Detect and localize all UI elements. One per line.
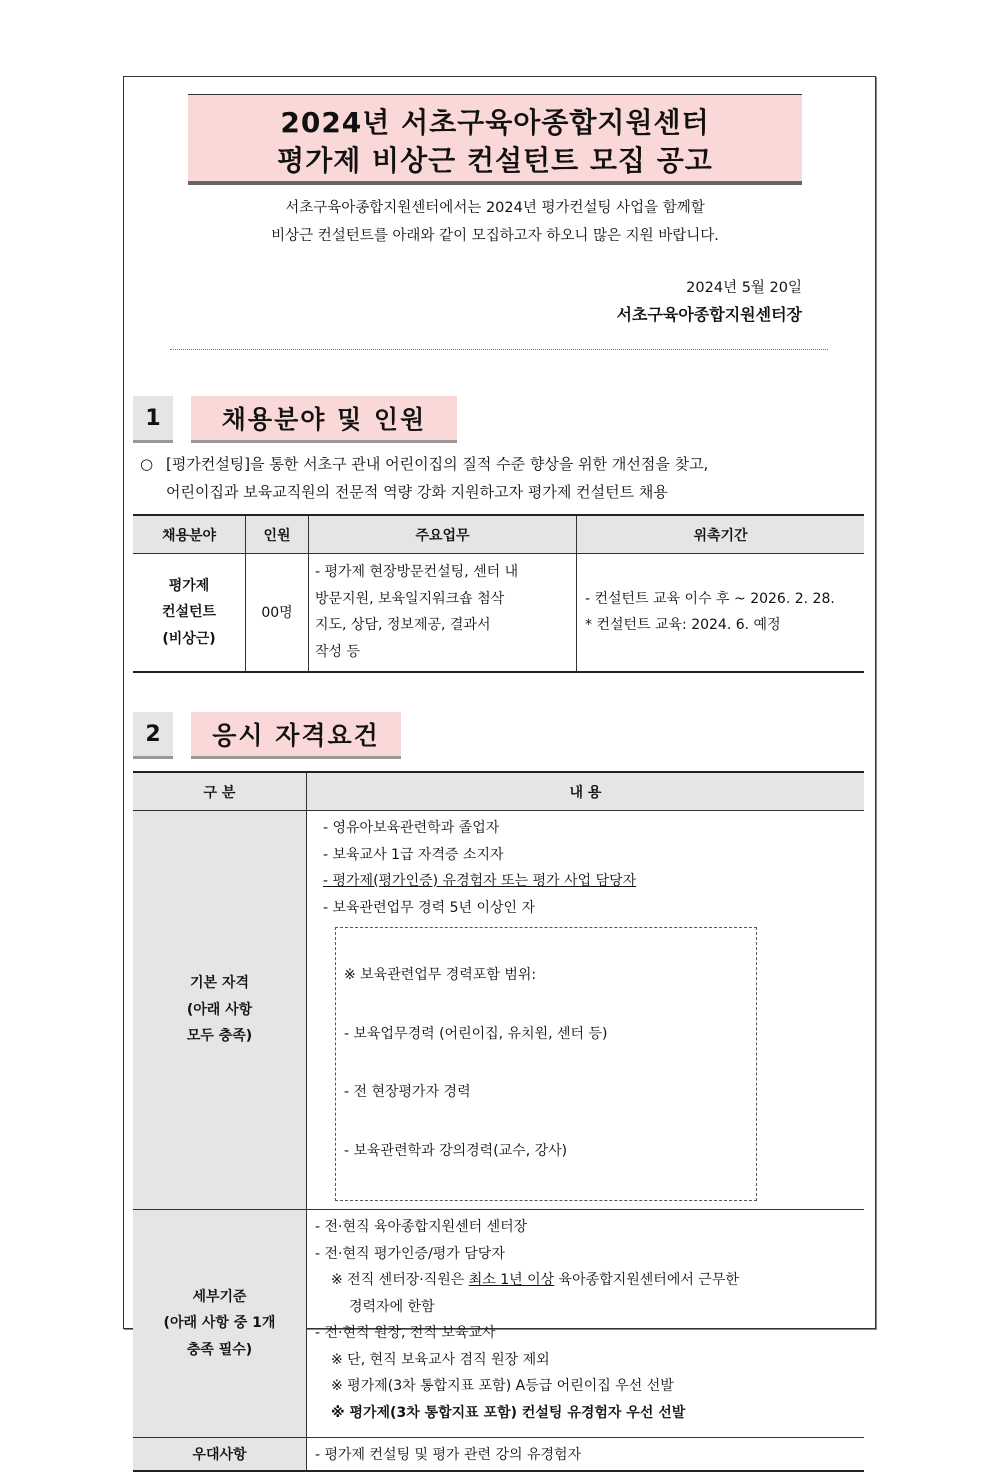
detail-item: - 전·현직 원장, 전직 보육교사 [315,1325,496,1341]
preference-label-cell: 우대사항 [133,1438,307,1471]
basic-item: - 보육관련업무 경력 5년 이상인 자 [323,899,536,916]
notice-date: 2024년 5월 20일 [686,280,802,296]
detail-item: - 전·현직 육아종합지원센터 센터장 [315,1219,528,1235]
header-duties: 주요업무 [309,515,577,554]
table-header-row [133,515,864,554]
basic-content-cell [307,811,865,1210]
count-cell: 00명 [246,554,309,672]
detail-note-emphasis: 최소 1년 이상 [468,1272,555,1288]
detail-note: ※ 평가제(3차 통합지표 포함) A등급 어린이집 우선 선발 [331,1378,674,1394]
duty-line: 지도, 상담, 정보제공, 결과서 [315,617,491,634]
section-2-number: 2 [133,712,173,759]
basic-label-line: (아래 사항 [186,1001,253,1018]
detail-label-line: 세부기준 [192,1288,247,1305]
field-line: (비상근) [162,630,216,647]
qualification-table [133,771,864,1472]
basic-label-cell [133,811,307,1210]
field-line: 평가제 [168,577,210,594]
note-line: - 보육업무경력 (어린이집, 유치원, 센터 등) [344,1025,608,1042]
detail-note: ※ 단, 현직 보육교사 겸직 원장 제외 [331,1351,550,1368]
title-line-1: 2024년 서초구육아종합지원센터 [280,106,710,139]
section-1-number: 1 [133,396,173,443]
table-row [133,554,864,672]
duty-line: 작성 등 [315,643,361,660]
section-2-title: 응시 자격요건 [191,712,401,759]
header-count: 인원 [246,515,309,554]
detail-note-text: ※ 전직 센터장·직원은 [331,1272,469,1288]
detail-content-cell [307,1210,865,1438]
duty-line: 방문지원, 보육일지워크숍 첨삭 [315,590,505,607]
intro-line-2: 비상근 컨설턴트를 아래와 같이 모집하고자 하오니 많은 지원 바랍니다. [271,228,719,244]
period-cell [577,554,865,672]
table-row [133,1210,864,1438]
field-line: 컨설턴트 [161,604,217,620]
duty-line: - 평가제 현장방문컨설팅, 센터 내 [315,564,519,581]
intro-line-1: 서초구육아종합지원센터에서는 2024년 평가컨설팅 사업을 함께할 [285,200,705,216]
detail-note: ※ 평가제(3차 통합지표 포함) 컨설팅 유경험자 우선 선발 [331,1404,686,1421]
detail-label-line: (아래 사항 중 1개 [163,1315,276,1332]
basic-item: - 보육교사 1급 자격증 소지자 [323,846,504,863]
title-banner [188,94,802,185]
header-content: 내 용 [307,772,865,811]
table-row [133,1438,864,1471]
detail-note: 경력자에 한함 [349,1298,435,1315]
section-1-desc-line-1: [평가컨설팅]을 통한 서초구 관내 어린이집의 질적 수준 향상을 위한 개선점을 찾고, [166,455,709,473]
section-1-desc-line-2: 어린이집과 보육교직원의 전문적 역량 강화 지원하고자 평가제 컨설턴트 채용 [166,483,668,501]
note-line: - 보육관련학과 강의경력(교수, 강사) [344,1142,568,1159]
title-line-2: 평가제 비상근 컨설턴트 모집 공고 [277,144,713,177]
note-line: ※ 보육관련업무 경력포함 범위: [344,967,537,983]
signer-name: 서초구육아종합지원센터장 [616,305,802,324]
detail-note [315,1267,864,1294]
detail-item: - 전·현직 평가인증/평가 담당자 [315,1245,505,1262]
period-line: - 컨설턴트 교육 이수 후 ~ 2026. 2. 28. [585,590,835,607]
basic-item: - 평가제(평가인증) 유경험자 또는 평가 사업 담당자 [323,873,637,889]
basic-label-line: 기본 자격 [190,975,249,992]
header-field: 채용분야 [133,515,246,554]
basic-item: - 영유아보육관련학과 졸업자 [323,820,500,836]
detail-label-line: 충족 필수) [186,1341,253,1358]
header-period: 위촉기간 [577,515,865,554]
dotted-divider [170,349,828,350]
period-line: * 컨설턴트 교육: 2024. 6. 예정 [585,617,781,634]
table-row [133,811,864,1210]
detail-note-text: 육아종합지원센터에서 근무한 [554,1272,739,1288]
preference-content-cell: - 평가제 컨설팅 및 평가 관련 강의 유경험자 [307,1438,865,1471]
detail-label-cell [133,1210,307,1438]
field-cell [133,554,246,672]
recruitment-table [133,514,864,673]
basic-label-line: 모두 충족) [186,1028,253,1045]
duties-cell [309,554,577,672]
career-scope-note [335,927,757,1201]
section-1-bullet: ○ [140,455,154,473]
table-header-row [133,772,864,811]
section-1-title: 채용분야 및 인원 [191,396,457,443]
header-category: 구 분 [133,772,307,811]
note-line: - 전 현장평가자 경력 [344,1084,471,1100]
